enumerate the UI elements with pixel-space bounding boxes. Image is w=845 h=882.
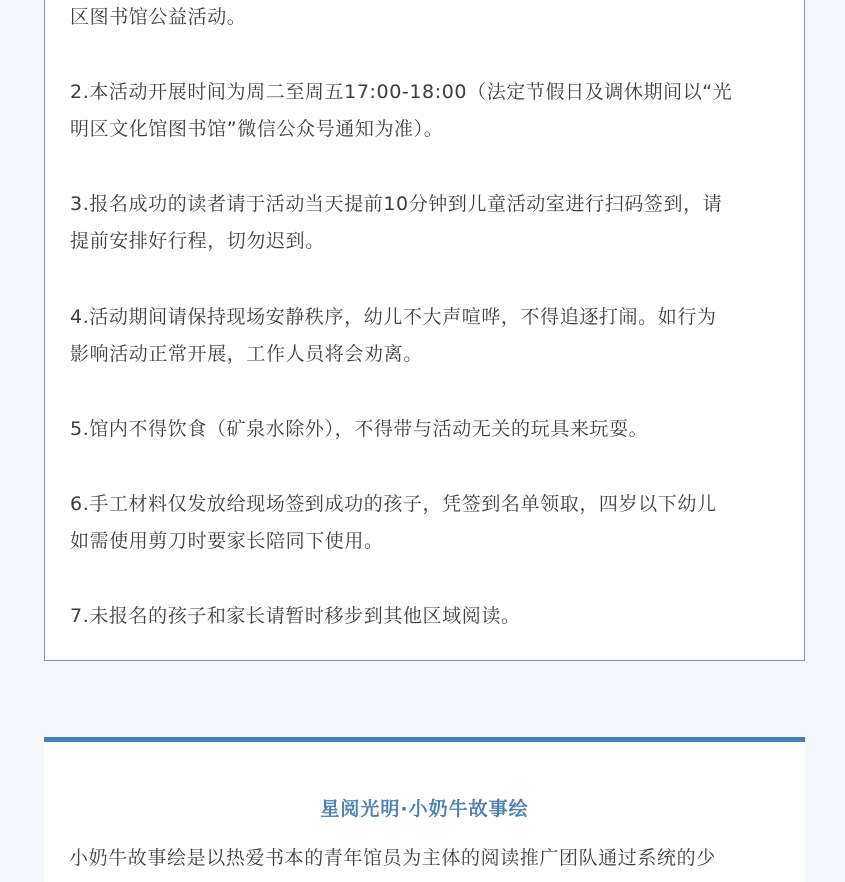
rule-item-4 <box>70 299 782 373</box>
rules-card <box>44 0 805 661</box>
rule-item-3 <box>70 186 782 260</box>
rule-item-2-line-1: 2.本活动开展时间为周二至周五17:00-18:00（法定节假日及调休期间以“光 <box>70 81 733 103</box>
rule-item-7 <box>70 598 782 635</box>
rule-item-6-line-2: 如需使用剪刀时要家长陪同下使用。 <box>70 530 384 552</box>
section-intro-line-1: 小奶牛故事绘是以热爱书本的青年馆员为主体的阅读推广团队通过系统的少 <box>69 847 716 869</box>
rule-item-6-line-1: 6.手工材料仅发放给现场签到成功的孩子，凭签到名单领取，四岁以下幼儿 <box>70 493 717 515</box>
section-title: 星阅光明·小奶牛故事绘 <box>320 798 529 820</box>
rule-item-4-line-1: 4.活动期间请保持现场安静秩序，幼儿不大声喧哗，不得追逐打闹。如行为 <box>70 306 717 328</box>
rule-item-2 <box>70 74 782 148</box>
rule-item-6 <box>70 486 782 560</box>
story-section-card <box>44 737 805 882</box>
rule-item-1-tail <box>70 0 782 36</box>
section-intro <box>69 840 716 877</box>
rule-item-2-line-2: 明区文化馆图书馆”微信公众号通知为准）。 <box>70 118 444 140</box>
rule-item-5 <box>70 411 782 448</box>
rule-item-4-line-2: 影响活动正常开展，工作人员将会劝离。 <box>70 343 423 365</box>
rule-item-3-line-2: 提前安排好行程，切勿迟到。 <box>70 230 325 252</box>
rule-item-3-line-1: 3.报名成功的读者请于活动当天提前10分钟到儿童活动室进行扫码签到，请 <box>70 193 723 215</box>
rule-item-1-line: 区图书馆公益活动。 <box>70 6 247 28</box>
rule-item-5-line-1: 5.馆内不得饮食（矿泉水除外），不得带与活动无关的玩具来玩耍。 <box>70 418 649 440</box>
rule-item-7-line-1: 7.未报名的孩子和家长请暂时移步到其他区域阅读。 <box>70 605 521 627</box>
